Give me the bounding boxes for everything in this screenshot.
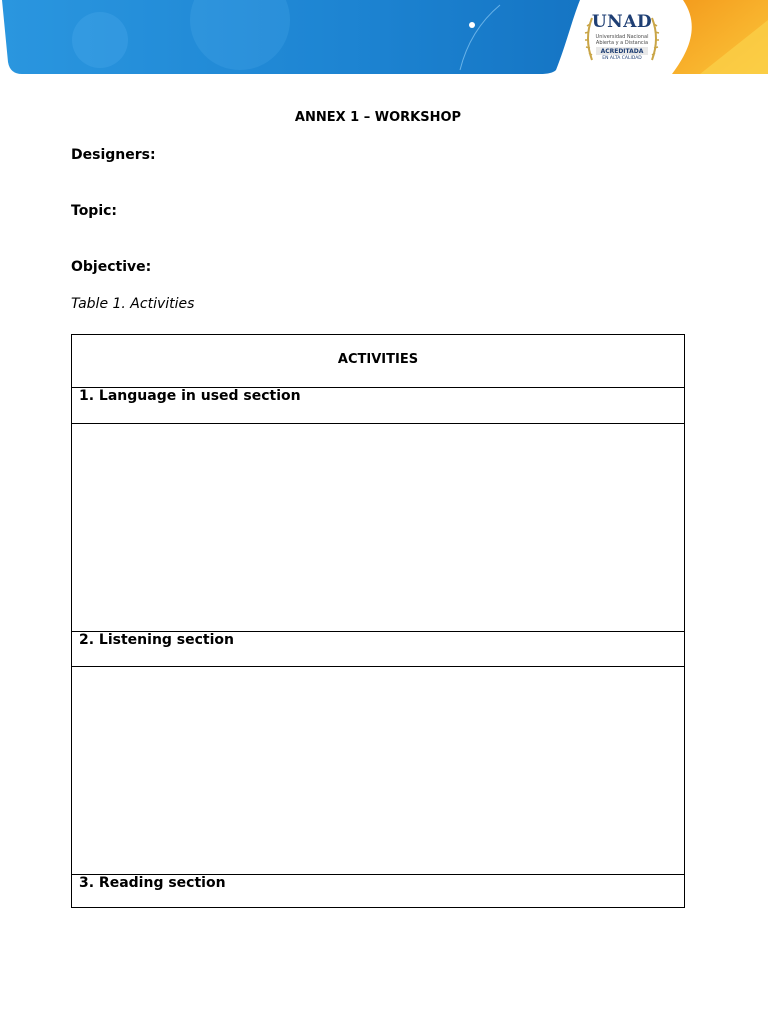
logo-accreditation-sub: EN ALTA CALIDAD — [602, 56, 642, 61]
section-content-language[interactable] — [72, 423, 684, 631]
section-content-listening[interactable] — [72, 666, 684, 874]
section-label-language: 1. Language in used section — [79, 388, 301, 404]
table-caption: Table 1. Activities — [71, 296, 195, 312]
table-header: ACTIVITIES — [337, 352, 419, 367]
section-label-reading: 3. Reading section — [79, 875, 226, 891]
banner-decor-circle — [72, 12, 128, 68]
logo-accreditation: ACREDITADA — [600, 48, 644, 55]
activities-table — [71, 334, 685, 908]
objective-label: Objective: — [71, 259, 152, 275]
section-label-listening: 2. Listening section — [79, 632, 235, 648]
unad-logo — [582, 8, 662, 72]
logo-subtitle-1: Universidad Nacional — [595, 34, 649, 40]
section-row-listening — [72, 631, 684, 666]
topic-label: Topic: — [71, 203, 118, 219]
section-row-reading — [72, 874, 684, 907]
logo-subtitle-2: Abierta y a Distancia — [595, 40, 649, 46]
designers-label: Designers: — [71, 147, 156, 163]
table-header-row — [72, 335, 684, 387]
document-title: ANNEX 1 – WORKSHOP — [294, 110, 462, 125]
section-row-language — [72, 387, 684, 423]
logo-name: UNAD — [591, 12, 653, 32]
